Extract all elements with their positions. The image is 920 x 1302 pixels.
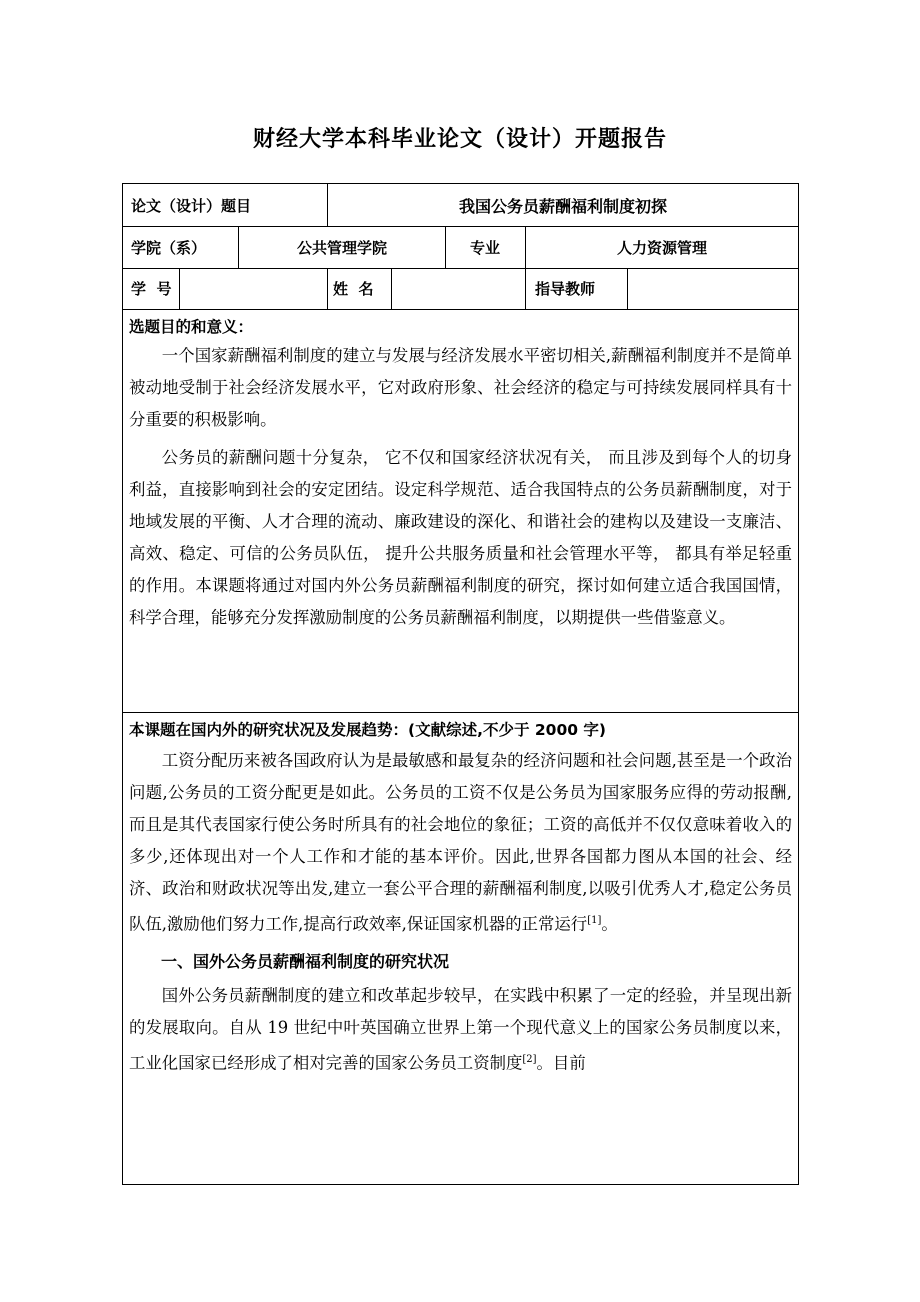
purpose-heading: 选题目的和意义： [129, 318, 254, 336]
divider [327, 268, 328, 309]
report-form [122, 183, 799, 1185]
literature-heading: 本课题在国内外的研究状况及发展趋势：(文献综述,不少于 2000 字) [129, 721, 606, 739]
college-row [123, 226, 798, 269]
page-title: 财经大学本科毕业论文（设计）开题报告 [252, 127, 667, 152]
literature-paragraph-2-text: 国外公务员薪酬制度的建立和改革起步较早，在实践中积累了一定的经验，并呈现出新的发展取向。自从 19 世纪中叶英国确立世界上第一个现代意义上的国家公务员制度以来，工业化国家已经形成了相对完善的国家公务员工资制度 [129, 986, 792, 1073]
foreign-research-subheading: 一、国外公务员薪酬福利制度的研究状况 [161, 952, 450, 972]
citation-1: [1] [587, 915, 602, 926]
citation-2: [2] [522, 1054, 537, 1066]
topic-label: 论文（设计）题目 [131, 196, 252, 215]
student-row [123, 268, 798, 310]
advisor-label: 指导教师 [535, 280, 596, 298]
literature-section [129, 715, 792, 1080]
purpose-section [129, 314, 792, 634]
advisor-value [628, 268, 798, 309]
student-id-label: 学 号 [131, 280, 172, 298]
college-value: 公共管理学院 [296, 238, 387, 257]
name-value [392, 268, 525, 309]
major-label: 专业 [469, 238, 500, 257]
college-label: 学院（系） [131, 238, 207, 257]
student-id-value [180, 268, 326, 309]
purpose-paragraph-2: 公务员的薪酬问题十分复杂， 它不仅和国家经济状况有关， 而且涉及到每个人的切身利益，直接影响到社会的安定团结。设定科学规范、适合我国特点的公务员薪酬制度，对于地域发展的平衡、人才合理的流动、廉政建设的深化、和谐社会的建构以及建设一支廉洁、高效、稳定、可信的公务员队伍， 提升公共服务质量和社会管理水平等， 都具有举足轻重的作用。本课题将通过对国内外公务员薪酬福利制度的研究，探讨如何建立适合我国国情，科学合理，能够充分发挥激励制度的公务员薪酬福利制度，以期提供一些借鉴意义。 [129, 448, 792, 627]
topic-row [123, 184, 798, 227]
literature-paragraph-2-end: 。目前 [536, 1053, 586, 1073]
topic-value: 我国公务员薪酬福利制度初探 [458, 196, 667, 216]
section-divider [123, 712, 798, 713]
major-value: 人力资源管理 [616, 238, 707, 257]
literature-paragraph-1 [129, 745, 792, 940]
divider [525, 268, 526, 309]
purpose-paragraph-1: 一个国家薪酬福利制度的建立与发展与经济发展水平密切相关,薪酬福利制度并不是简单被动地受制于社会经济发展水平，它对政府形象、社会经济的稳定与可持续发展同样具有十分重要的积极影响。 [129, 346, 792, 429]
literature-paragraph-2 [129, 980, 792, 1079]
name-label: 姓 名 [333, 280, 374, 298]
literature-paragraph-1-end: 。 [601, 914, 618, 934]
literature-paragraph-1-text: 工资分配历来被各国政府认为是最敏感和最复杂的经济问题和社会问题,甚至是一个政治问题,公务员的工资分配更是如此。公务员的工资不仅是公务员为国家服务应得的劳动报酬,而且是其代表国家行使公务时所具有的社会地位的象征；工资的高低并不仅仅意味着收入的多少,还体现出对一个人工作和才能的基本评价。因此,世界各国都力图从本国的社会、经济、政治和财政状况等出发,建立一套公平合理的薪酬福利制度,以吸引优秀人才,稳定公务员队伍,激励他们努力工作,提高行政效率,保证国家机器的正常运行 [129, 751, 792, 934]
